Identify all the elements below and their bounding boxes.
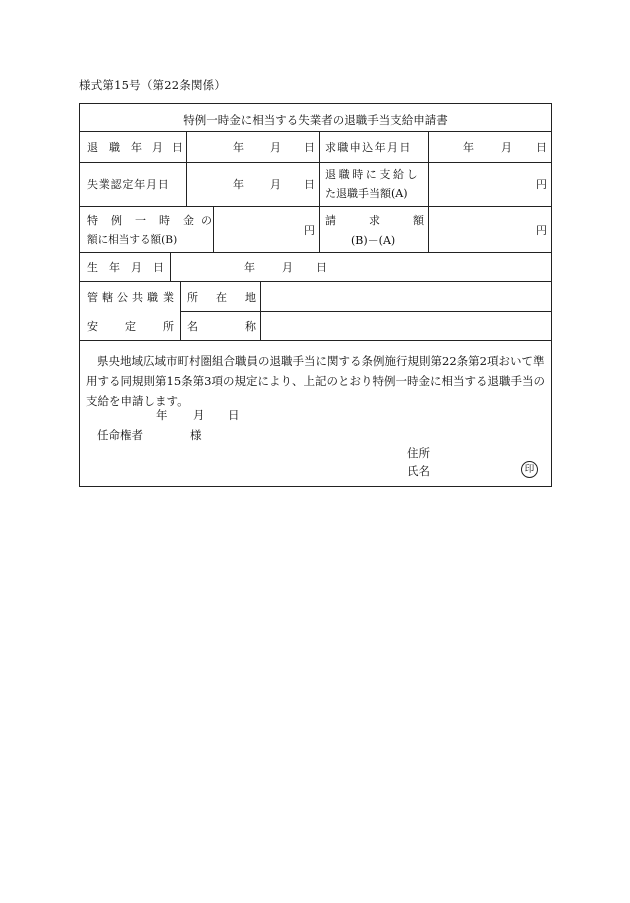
retirement-allowance-label: た退職手当額(A)	[325, 187, 408, 200]
location-label: 在	[216, 291, 227, 304]
declaration-text: 県央地域広域市町村圏組合職員の退職手当に関する条例施行規則第22条第2項おいて準用する同規則第15条第3項の規定により、上記のとおり特例一時金に相当する退職手当の支給を申請します。	[86, 354, 545, 408]
birth-date-label: 日	[153, 261, 164, 274]
honorific-label: 様	[190, 428, 202, 442]
divider	[80, 281, 551, 282]
retirement-date-label: 日	[172, 141, 183, 154]
claim-amount-label: 額	[413, 214, 424, 227]
public-employment-office-label: 所	[163, 320, 174, 333]
divider	[180, 311, 551, 312]
divider	[319, 131, 320, 252]
retirement-date-label: 月	[152, 141, 163, 154]
divider	[80, 162, 551, 163]
divider	[80, 131, 551, 132]
public-employment-office-label: 職	[147, 291, 158, 304]
day-label: 日	[304, 178, 315, 191]
claim-amount-formula: (B)－(A)	[351, 234, 396, 247]
public-employment-office-label: 轄	[102, 291, 113, 304]
year-label: 年	[156, 408, 168, 422]
location-label: 地	[245, 291, 256, 304]
special-lump-sum-label: 例	[111, 214, 122, 227]
name-label: 称	[245, 320, 256, 333]
retirement-date-label: 職	[109, 141, 120, 154]
special-lump-sum-label: 特	[87, 214, 98, 227]
form-title: 特例一時金に相当する失業者の退職手当支給申請書	[183, 113, 448, 127]
job-application-date-label: 求職申込年月日	[325, 141, 412, 154]
year-label: 年	[233, 178, 244, 191]
retirement-date-label: 退	[87, 141, 98, 154]
claim-amount-label: 求	[369, 214, 380, 227]
divider	[180, 281, 181, 340]
year-label: 年	[233, 141, 244, 154]
public-employment-office-label: 定	[125, 320, 136, 333]
divider	[80, 340, 551, 341]
divider	[428, 131, 429, 252]
yen-unit: 円	[536, 178, 547, 191]
special-lump-sum-label: の	[201, 214, 212, 227]
seal-mark: 印	[521, 461, 538, 478]
month-label: 月	[282, 261, 293, 274]
day-label: 日	[316, 261, 327, 274]
month-label: 月	[501, 141, 512, 154]
divider	[213, 206, 214, 252]
birth-date-label: 年	[109, 261, 120, 274]
special-lump-sum-label: 一	[135, 214, 146, 227]
claim-amount-label: 請	[325, 214, 336, 227]
month-label: 月	[270, 178, 281, 191]
yen-unit: 円	[536, 224, 547, 237]
retirement-allowance-label: 退職時に支給し	[325, 168, 421, 181]
public-employment-office-label: 管	[87, 291, 98, 304]
location-label: 所	[187, 291, 198, 304]
divider	[80, 252, 551, 253]
special-lump-sum-label: 金	[183, 214, 194, 227]
birth-date-label: 月	[131, 261, 142, 274]
day-label: 日	[304, 141, 315, 154]
month-label: 月	[193, 408, 205, 422]
divider	[80, 206, 551, 207]
divider	[186, 131, 187, 206]
day-label: 日	[536, 141, 547, 154]
public-employment-office-label: 業	[163, 291, 174, 304]
month-label: 月	[270, 141, 281, 154]
birth-date-label: 生	[87, 261, 98, 274]
unemployment-certification-date-label: 失業認定年月日	[87, 178, 170, 191]
year-label: 年	[463, 141, 474, 154]
day-label: 日	[228, 408, 240, 422]
name-label: 名	[187, 320, 198, 333]
application-form	[79, 103, 552, 487]
special-lump-sum-label: 額に相当する額(B)	[87, 234, 178, 246]
divider	[170, 252, 171, 281]
address-label: 住所	[407, 446, 430, 460]
form-number: 様式第15号（第22条関係）	[79, 78, 227, 92]
special-lump-sum-label: 時	[159, 214, 170, 227]
retirement-date-label: 年	[131, 141, 142, 154]
addressee-label: 任命権者	[97, 428, 143, 442]
year-label: 年	[244, 261, 255, 274]
applicant-name-label: 氏名	[407, 464, 430, 478]
public-employment-office-label: 安	[87, 320, 98, 333]
divider	[260, 281, 261, 340]
yen-unit: 円	[304, 224, 315, 237]
public-employment-office-label: 公	[117, 291, 128, 304]
public-employment-office-label: 共	[132, 291, 143, 304]
